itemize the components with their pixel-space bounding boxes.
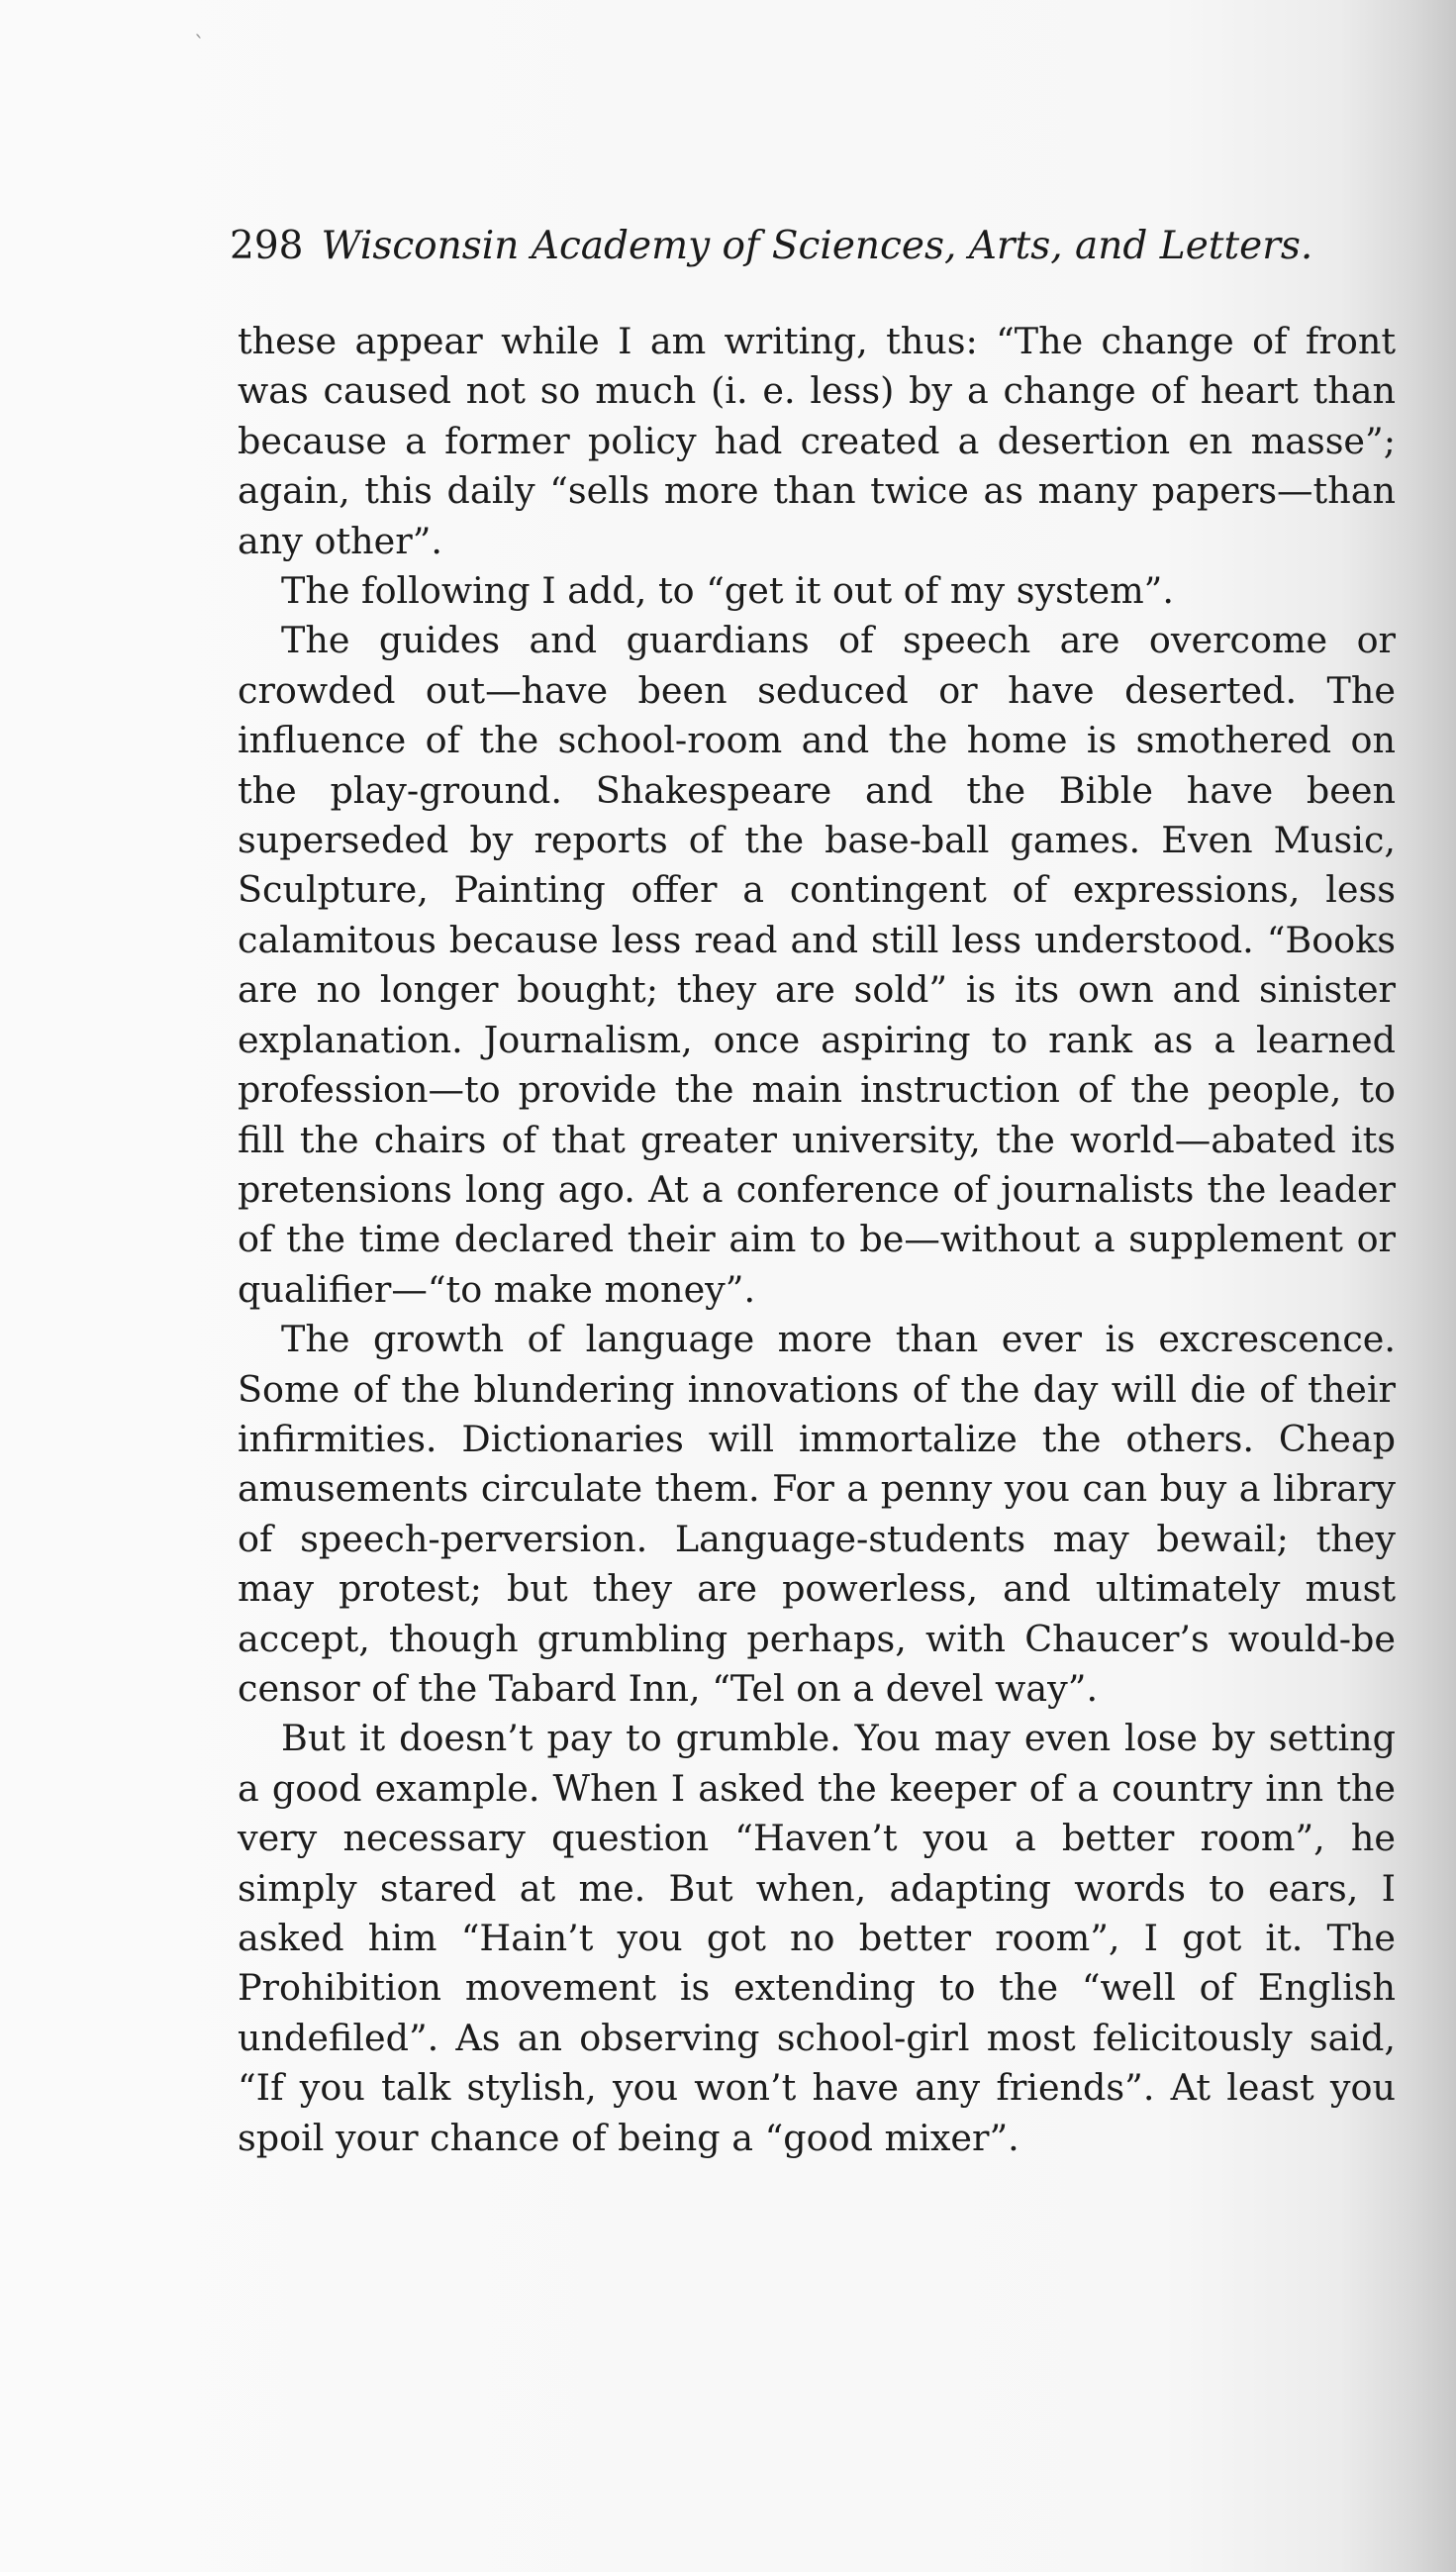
paragraph: The guides and guardians of speech are overcome or crowded out—have been seduced or have deserted. The influence of the school-room and the home is smothered on the play-ground. Shakespeare and the Bible have been superseded by reports of the base-ball games. Even Music, Sculpture, Painting offer a contingent of expressions, less calamitous because less read and still less understood. “Books are no longer bought; they are sold” is its own and sinister explanation. Journalism, once aspiring to rank as a learned profession—to provide the main instruction of the people, to fill the chairs of that greater university, the world—abated its pretensions long ago. At a conference of journalists the leader of the time declared their aim to be—without a supplement or qualifier—“to make money”. <box>238 619 1396 1311</box>
page-number: 298 <box>230 224 304 268</box>
running-title: Wisconsin Academy of Sciences, Arts, and Letters. <box>321 224 1313 268</box>
paragraph: The following I add, to “get it out of my system”. <box>281 569 1174 613</box>
paragraph: But it doesn’t pay to grumble. You may even lose by setting a good example. When I asked the keeper of a country inn the very necessary question “Haven’t you a better room”, he simply stared at me. But when, adapting words to ears, I asked him “Hain’t you got no better room”, I got it. The Prohibition movement is extending to the “well of English undefiled”. As an observing school-girl most felicitously said, “If you talk stylish, you won’t have any friends”. At least you spoil your chance of being a “good mixer”. <box>238 1717 1396 2159</box>
paragraph: The growth of language more than ever is excrescence. Some of the blundering innovations of the day will die of their infirmities. Dictionaries will immortalize the others. Cheap amusements circulate them. For a penny you can buy a library of speech-perversion. Language-students may bewail; they may protest; but they are powerless, and ultimately must accept, though grumbling perhaps, with Chaucer’s would-be censor of the Tabard Inn, “Tel on a devel way”. <box>238 1318 1396 1710</box>
corner-mark: ˎ <box>194 14 205 39</box>
body-text <box>238 317 1396 2163</box>
page-header <box>230 224 1338 268</box>
paragraph-continuation: these appear while I am writing, thus: “The change of front was caused not so much (i. e. less) by a change of heart than because a former policy had created a desertion en masse”; again, this daily “sells more than twice as many papers—than any other”. <box>238 320 1396 562</box>
